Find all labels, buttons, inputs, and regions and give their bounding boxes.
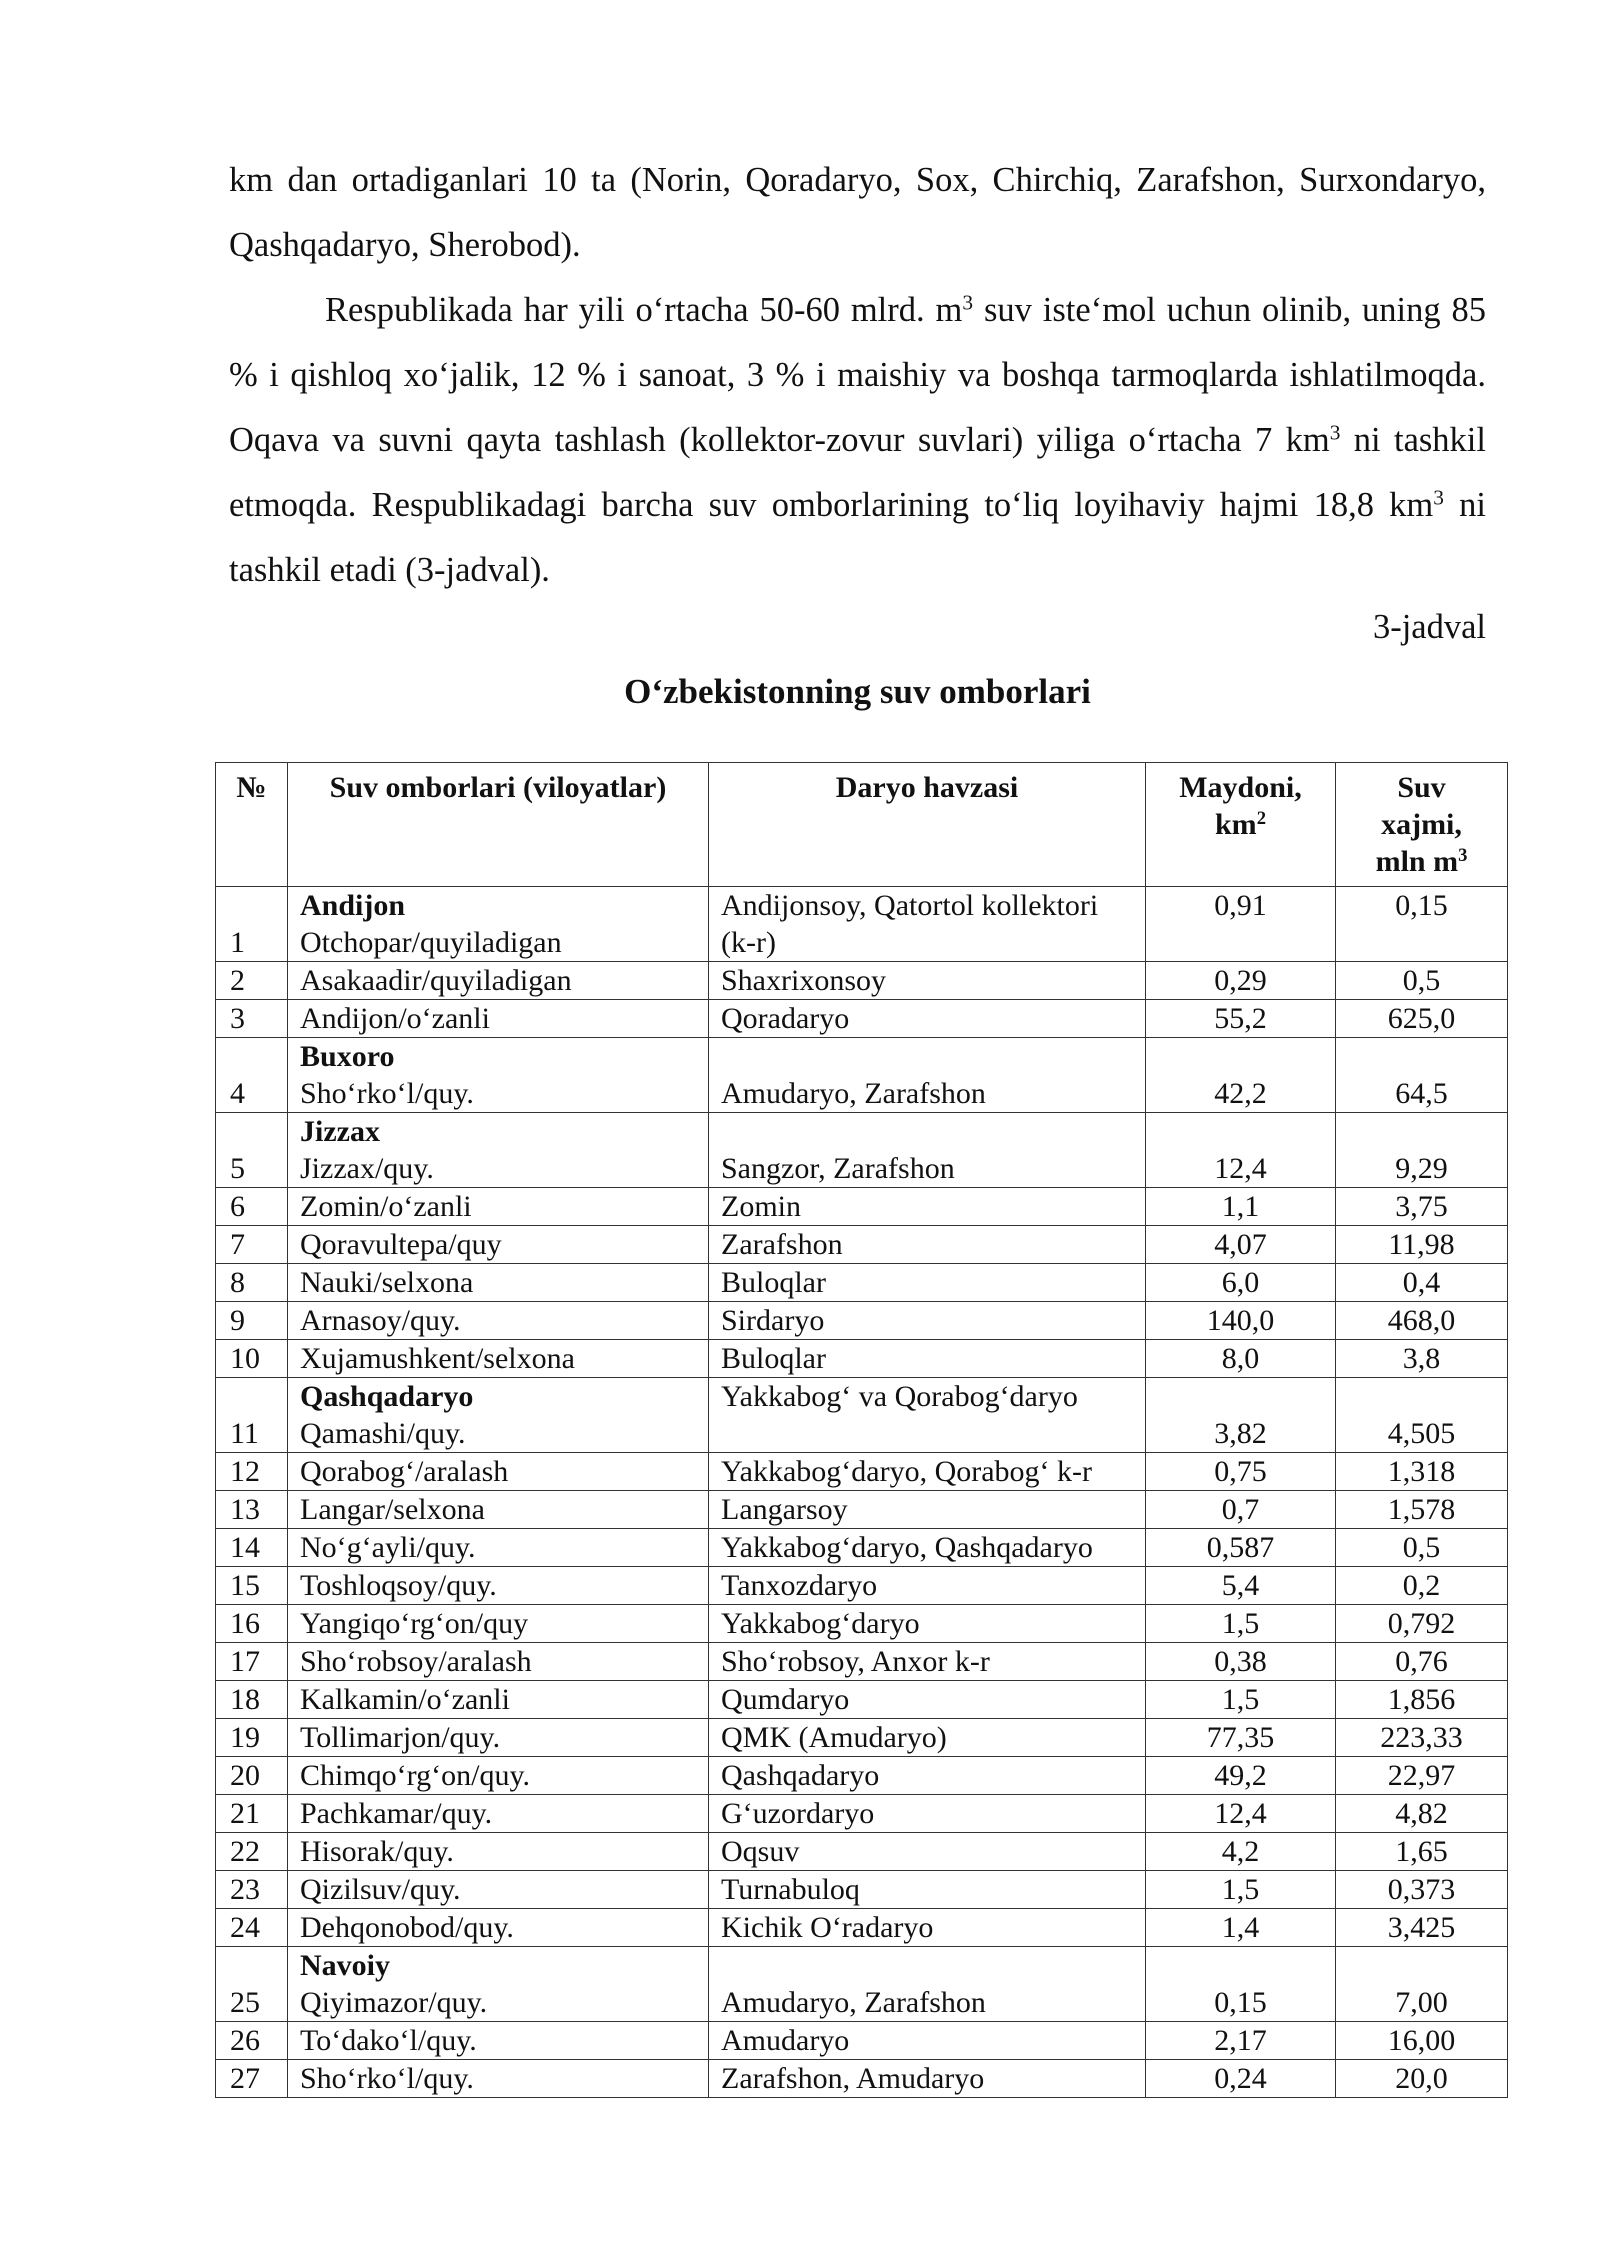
area-value: 0,91 bbox=[1146, 887, 1336, 962]
volume-value: 7,00 bbox=[1336, 1947, 1508, 2022]
volume-value: 1,65 bbox=[1336, 1833, 1508, 1871]
reservoir-name bbox=[288, 1038, 709, 1113]
river-basin: Oqsuv bbox=[709, 1833, 1146, 1871]
volume-value: 1,318 bbox=[1336, 1453, 1508, 1491]
area-value: 1,1 bbox=[1146, 1188, 1336, 1226]
reservoir-name: Zomin/o‘zanli bbox=[288, 1188, 709, 1226]
table-row bbox=[216, 1567, 1508, 1605]
volume-value: 3,75 bbox=[1336, 1188, 1508, 1226]
reservoir-name: Langar/selxona bbox=[288, 1491, 709, 1529]
column-header-basin: Daryo havzasi bbox=[709, 763, 1146, 887]
column-header-area-line: Maydoni, bbox=[1179, 771, 1302, 804]
table-row bbox=[216, 1681, 1508, 1719]
volume-value: 223,33 bbox=[1336, 1719, 1508, 1757]
volume-value: 0,15 bbox=[1336, 887, 1508, 962]
superscript: 2 bbox=[1256, 807, 1266, 829]
reservoir-name: Andijon/o‘zanli bbox=[288, 1000, 709, 1038]
volume-value: 0,792 bbox=[1336, 1605, 1508, 1643]
table-row bbox=[216, 1643, 1508, 1681]
reservoir-name: Sho‘robsoy/aralash bbox=[288, 1643, 709, 1681]
column-header-area-unit bbox=[1158, 806, 1323, 843]
area-value: 0,24 bbox=[1146, 2060, 1336, 2098]
table-row bbox=[216, 1909, 1508, 1947]
row-number: 3 bbox=[216, 1000, 288, 1038]
river-basin: Buloqlar bbox=[709, 1264, 1146, 1302]
reservoir-name: Qizilsuv/quy. bbox=[288, 1871, 709, 1909]
river-basin: Yakkabog‘daryo bbox=[709, 1605, 1146, 1643]
table-row bbox=[216, 1264, 1508, 1302]
reservoir-name bbox=[288, 1947, 709, 2022]
unit-text: km bbox=[1215, 808, 1257, 841]
table-row bbox=[216, 1340, 1508, 1378]
reservoir-name: Qoravultepa/quy bbox=[288, 1226, 709, 1264]
river-basin: Andijonsoy, Qatortol kollektori (k-r) bbox=[709, 887, 1146, 962]
row-number: 15 bbox=[216, 1567, 288, 1605]
reservoir-name: Kalkamin/o‘zanli bbox=[288, 1681, 709, 1719]
area-value: 6,0 bbox=[1146, 1264, 1336, 1302]
reservoir-name: Xujamushkent/selxona bbox=[288, 1340, 709, 1378]
region-name: Buxoro bbox=[300, 1040, 395, 1073]
row-number: 4 bbox=[216, 1038, 288, 1113]
volume-value: 16,00 bbox=[1336, 2022, 1508, 2060]
row-number: 23 bbox=[216, 1871, 288, 1909]
river-basin: Yakkabog‘ va Qorabog‘daryo bbox=[709, 1378, 1146, 1453]
row-number: 18 bbox=[216, 1681, 288, 1719]
reservoir-name: Tollimarjon/quy. bbox=[288, 1719, 709, 1757]
row-number: 25 bbox=[216, 1947, 288, 2022]
area-value: 5,4 bbox=[1146, 1567, 1336, 1605]
reservoir-name-text: Qiyimazor/quy. bbox=[300, 1986, 488, 2019]
volume-value: 0,4 bbox=[1336, 1264, 1508, 1302]
table-row bbox=[216, 1833, 1508, 1871]
superscript: 3 bbox=[1433, 485, 1444, 510]
reservoir-name: Sho‘rko‘l/quy. bbox=[288, 2060, 709, 2098]
table-number: 3-jadval bbox=[1372, 608, 1486, 646]
volume-value: 22,97 bbox=[1336, 1757, 1508, 1795]
river-basin: QMK (Amudaryo) bbox=[709, 1719, 1146, 1757]
river-basin: Zomin bbox=[709, 1188, 1146, 1226]
table-row bbox=[216, 1719, 1508, 1757]
row-number: 12 bbox=[216, 1453, 288, 1491]
volume-value: 1,856 bbox=[1336, 1681, 1508, 1719]
table-row bbox=[216, 1871, 1508, 1909]
river-basin: Shaxrixonsoy bbox=[709, 962, 1146, 1000]
row-number: 26 bbox=[216, 2022, 288, 2060]
river-basin: Zarafshon bbox=[709, 1226, 1146, 1264]
river-basin: Yakkabog‘daryo, Qorabog‘ k-r bbox=[709, 1453, 1146, 1491]
row-number: 14 bbox=[216, 1529, 288, 1567]
row-number: 11 bbox=[216, 1378, 288, 1453]
column-header-volume-unit bbox=[1348, 843, 1495, 880]
table-row bbox=[216, 1113, 1508, 1188]
column-header-area bbox=[1146, 763, 1336, 887]
reservoir-name: Pachkamar/quy. bbox=[288, 1795, 709, 1833]
paragraph-2-part: ni tashkil etadi (3-jadval). bbox=[229, 486, 1486, 589]
row-number: 6 bbox=[216, 1188, 288, 1226]
river-basin: Sirdaryo bbox=[709, 1302, 1146, 1340]
row-number: 2 bbox=[216, 962, 288, 1000]
river-basin: Qumdaryo bbox=[709, 1681, 1146, 1719]
table-row bbox=[216, 1947, 1508, 2022]
river-basin: Kichik O‘radaryo bbox=[709, 1909, 1146, 1947]
table-row bbox=[216, 1453, 1508, 1491]
river-basin: Yakkabog‘daryo, Qashqadaryo bbox=[709, 1529, 1146, 1567]
row-number: 7 bbox=[216, 1226, 288, 1264]
column-header-number: № bbox=[216, 763, 288, 887]
area-value: 55,2 bbox=[1146, 1000, 1336, 1038]
river-basin: Qoradaryo bbox=[709, 1000, 1146, 1038]
area-value: 4,2 bbox=[1146, 1833, 1336, 1871]
river-basin: Tanxozdaryo bbox=[709, 1567, 1146, 1605]
volume-value: 0,76 bbox=[1336, 1643, 1508, 1681]
volume-value: 4,82 bbox=[1336, 1795, 1508, 1833]
reservoir-name-text: Otchopar/quyiladigan bbox=[300, 926, 562, 959]
area-value: 0,29 bbox=[1146, 962, 1336, 1000]
reservoir-name: Hisorak/quy. bbox=[288, 1833, 709, 1871]
volume-value: 9,29 bbox=[1336, 1113, 1508, 1188]
table-row bbox=[216, 1378, 1508, 1453]
paragraph-2-part: suv iste‘mol uchun olinib, uning 85 % i qishloq xo‘jalik, 12 % i sanoat, 3 % i maishiy va boshqa tarmoqlarda ishlatilmoqda. Oqava va suvni qayta tashlash (kollektor-zovur suvlari) yiliga o‘rtacha 7 km bbox=[229, 291, 1486, 459]
row-number: 19 bbox=[216, 1719, 288, 1757]
table-row bbox=[216, 962, 1508, 1000]
area-value: 2,17 bbox=[1146, 2022, 1336, 2060]
row-number: 27 bbox=[216, 2060, 288, 2098]
row-number: 5 bbox=[216, 1113, 288, 1188]
paragraph-2-part: ni tashkil etmoqda. Respublikadagi barcha suv omborlarining to‘liq loyihaviy hajmi 18,8 km bbox=[229, 421, 1486, 524]
area-value: 3,82 bbox=[1146, 1378, 1336, 1453]
table-row bbox=[216, 1605, 1508, 1643]
row-number: 21 bbox=[216, 1795, 288, 1833]
reservoir-name: Asakaadir/quyiladigan bbox=[288, 962, 709, 1000]
table-row bbox=[216, 1000, 1508, 1038]
area-value: 12,4 bbox=[1146, 1795, 1336, 1833]
reservoir-name bbox=[288, 887, 709, 962]
area-value: 0,587 bbox=[1146, 1529, 1336, 1567]
volume-value: 3,8 bbox=[1336, 1340, 1508, 1378]
reservoir-name: Yangiqo‘rg‘on/quy bbox=[288, 1605, 709, 1643]
reservoir-name: Arnasoy/quy. bbox=[288, 1302, 709, 1340]
row-number: 1 bbox=[216, 887, 288, 962]
region-name: Andijon bbox=[300, 889, 406, 922]
volume-value: 20,0 bbox=[1336, 2060, 1508, 2098]
table-row bbox=[216, 1795, 1508, 1833]
reservoir-name: Toshloqsoy/quy. bbox=[288, 1567, 709, 1605]
area-value: 0,7 bbox=[1146, 1491, 1336, 1529]
table-row bbox=[216, 1491, 1508, 1529]
row-number: 22 bbox=[216, 1833, 288, 1871]
volume-value: 11,98 bbox=[1336, 1226, 1508, 1264]
volume-value: 468,0 bbox=[1336, 1302, 1508, 1340]
region-name: Qashqadaryo bbox=[300, 1380, 474, 1413]
table-row bbox=[216, 1226, 1508, 1264]
area-value: 12,4 bbox=[1146, 1113, 1336, 1188]
superscript: 3 bbox=[1329, 420, 1341, 445]
area-value: 8,0 bbox=[1146, 1340, 1336, 1378]
row-number: 8 bbox=[216, 1264, 288, 1302]
volume-value: 3,425 bbox=[1336, 1909, 1508, 1947]
reservoir-name: To‘dako‘l/quy. bbox=[288, 2022, 709, 2060]
paragraph-2-part: Respublikada har yili o‘rtacha 50-60 mlrd. m bbox=[325, 291, 963, 329]
superscript: 3 bbox=[1458, 844, 1468, 866]
area-value: 1,5 bbox=[1146, 1871, 1336, 1909]
river-basin: Amudaryo bbox=[709, 2022, 1146, 2060]
table-row bbox=[216, 1302, 1508, 1340]
unit-text: mln m bbox=[1375, 845, 1459, 878]
table-row bbox=[216, 1757, 1508, 1795]
area-value: 4,07 bbox=[1146, 1226, 1336, 1264]
row-number: 10 bbox=[216, 1340, 288, 1378]
area-value: 42,2 bbox=[1146, 1038, 1336, 1113]
volume-value: 4,505 bbox=[1336, 1378, 1508, 1453]
table-row bbox=[216, 2022, 1508, 2060]
river-basin: Langarsoy bbox=[709, 1491, 1146, 1529]
reservoir-name: No‘g‘ayli/quy. bbox=[288, 1529, 709, 1567]
reservoir-name: Chimqo‘rg‘on/quy. bbox=[288, 1757, 709, 1795]
river-basin: Turnabuloq bbox=[709, 1871, 1146, 1909]
reservoir-name bbox=[288, 1378, 709, 1453]
volume-value: 0,5 bbox=[1336, 962, 1508, 1000]
region-name: Jizzax bbox=[300, 1115, 380, 1148]
volume-value: 1,578 bbox=[1336, 1491, 1508, 1529]
table-row bbox=[216, 1038, 1508, 1113]
table-row bbox=[216, 887, 1508, 962]
paragraph-2 bbox=[229, 278, 1486, 603]
volume-value: 0,2 bbox=[1336, 1567, 1508, 1605]
table-row bbox=[216, 1529, 1508, 1567]
body-text bbox=[229, 148, 1486, 603]
reservoir-name-text: Jizzax/quy. bbox=[300, 1152, 434, 1185]
table-body bbox=[216, 887, 1508, 2098]
reservoir-name: Nauki/selxona bbox=[288, 1264, 709, 1302]
paragraph-1: km dan ortadiganlari 10 ta (Norin, Qoradaryo, Sox, Chirchiq, Zarafshon, Surxondaryo, Qashqadaryo, Sherobod). bbox=[229, 161, 1486, 264]
table-row bbox=[216, 1188, 1508, 1226]
column-header-volume-line: Suv bbox=[1397, 771, 1446, 804]
river-basin: Buloqlar bbox=[709, 1340, 1146, 1378]
row-number: 9 bbox=[216, 1302, 288, 1340]
area-value: 0,75 bbox=[1146, 1453, 1336, 1491]
area-value: 0,38 bbox=[1146, 1643, 1336, 1681]
volume-value: 0,5 bbox=[1336, 1529, 1508, 1567]
reservoirs-table bbox=[215, 762, 1508, 2098]
volume-value: 625,0 bbox=[1336, 1000, 1508, 1038]
area-value: 140,0 bbox=[1146, 1302, 1336, 1340]
volume-value: 0,373 bbox=[1336, 1871, 1508, 1909]
river-basin: Qashqadaryo bbox=[709, 1757, 1146, 1795]
reservoir-name bbox=[288, 1113, 709, 1188]
column-header-name: Suv omborlari (viloyatlar) bbox=[288, 763, 709, 887]
river-basin: Sangzor, Zarafshon bbox=[709, 1113, 1146, 1188]
row-number: 16 bbox=[216, 1605, 288, 1643]
area-value: 1,5 bbox=[1146, 1605, 1336, 1643]
row-number: 17 bbox=[216, 1643, 288, 1681]
superscript: 3 bbox=[962, 290, 974, 315]
reservoir-name: Qorabog‘/aralash bbox=[288, 1453, 709, 1491]
table-header-row bbox=[216, 763, 1508, 887]
river-basin: Zarafshon, Amudaryo bbox=[709, 2060, 1146, 2098]
area-value: 77,35 bbox=[1146, 1719, 1336, 1757]
area-value: 49,2 bbox=[1146, 1757, 1336, 1795]
row-number: 13 bbox=[216, 1491, 288, 1529]
row-number: 24 bbox=[216, 1909, 288, 1947]
row-number: 20 bbox=[216, 1757, 288, 1795]
reservoir-name-text: Qamashi/quy. bbox=[300, 1417, 466, 1450]
table-title: O‘zbekistonning suv omborlari bbox=[624, 672, 1091, 711]
column-header-volume bbox=[1336, 763, 1508, 887]
volume-value: 64,5 bbox=[1336, 1038, 1508, 1113]
river-basin: Amudaryo, Zarafshon bbox=[709, 1947, 1146, 2022]
region-name: Navoiy bbox=[300, 1949, 390, 1982]
reservoir-name-text: Sho‘rko‘l/quy. bbox=[300, 1077, 474, 1110]
table-row bbox=[216, 2060, 1508, 2098]
reservoir-name: Dehqonobod/quy. bbox=[288, 1909, 709, 1947]
river-basin: Amudaryo, Zarafshon bbox=[709, 1038, 1146, 1113]
river-basin: G‘uzordaryo bbox=[709, 1795, 1146, 1833]
column-header-volume-line: xajmi, bbox=[1381, 808, 1462, 841]
area-value: 0,15 bbox=[1146, 1947, 1336, 2022]
area-value: 1,5 bbox=[1146, 1681, 1336, 1719]
river-basin: Sho‘robsoy, Anxor k-r bbox=[709, 1643, 1146, 1681]
area-value: 1,4 bbox=[1146, 1909, 1336, 1947]
